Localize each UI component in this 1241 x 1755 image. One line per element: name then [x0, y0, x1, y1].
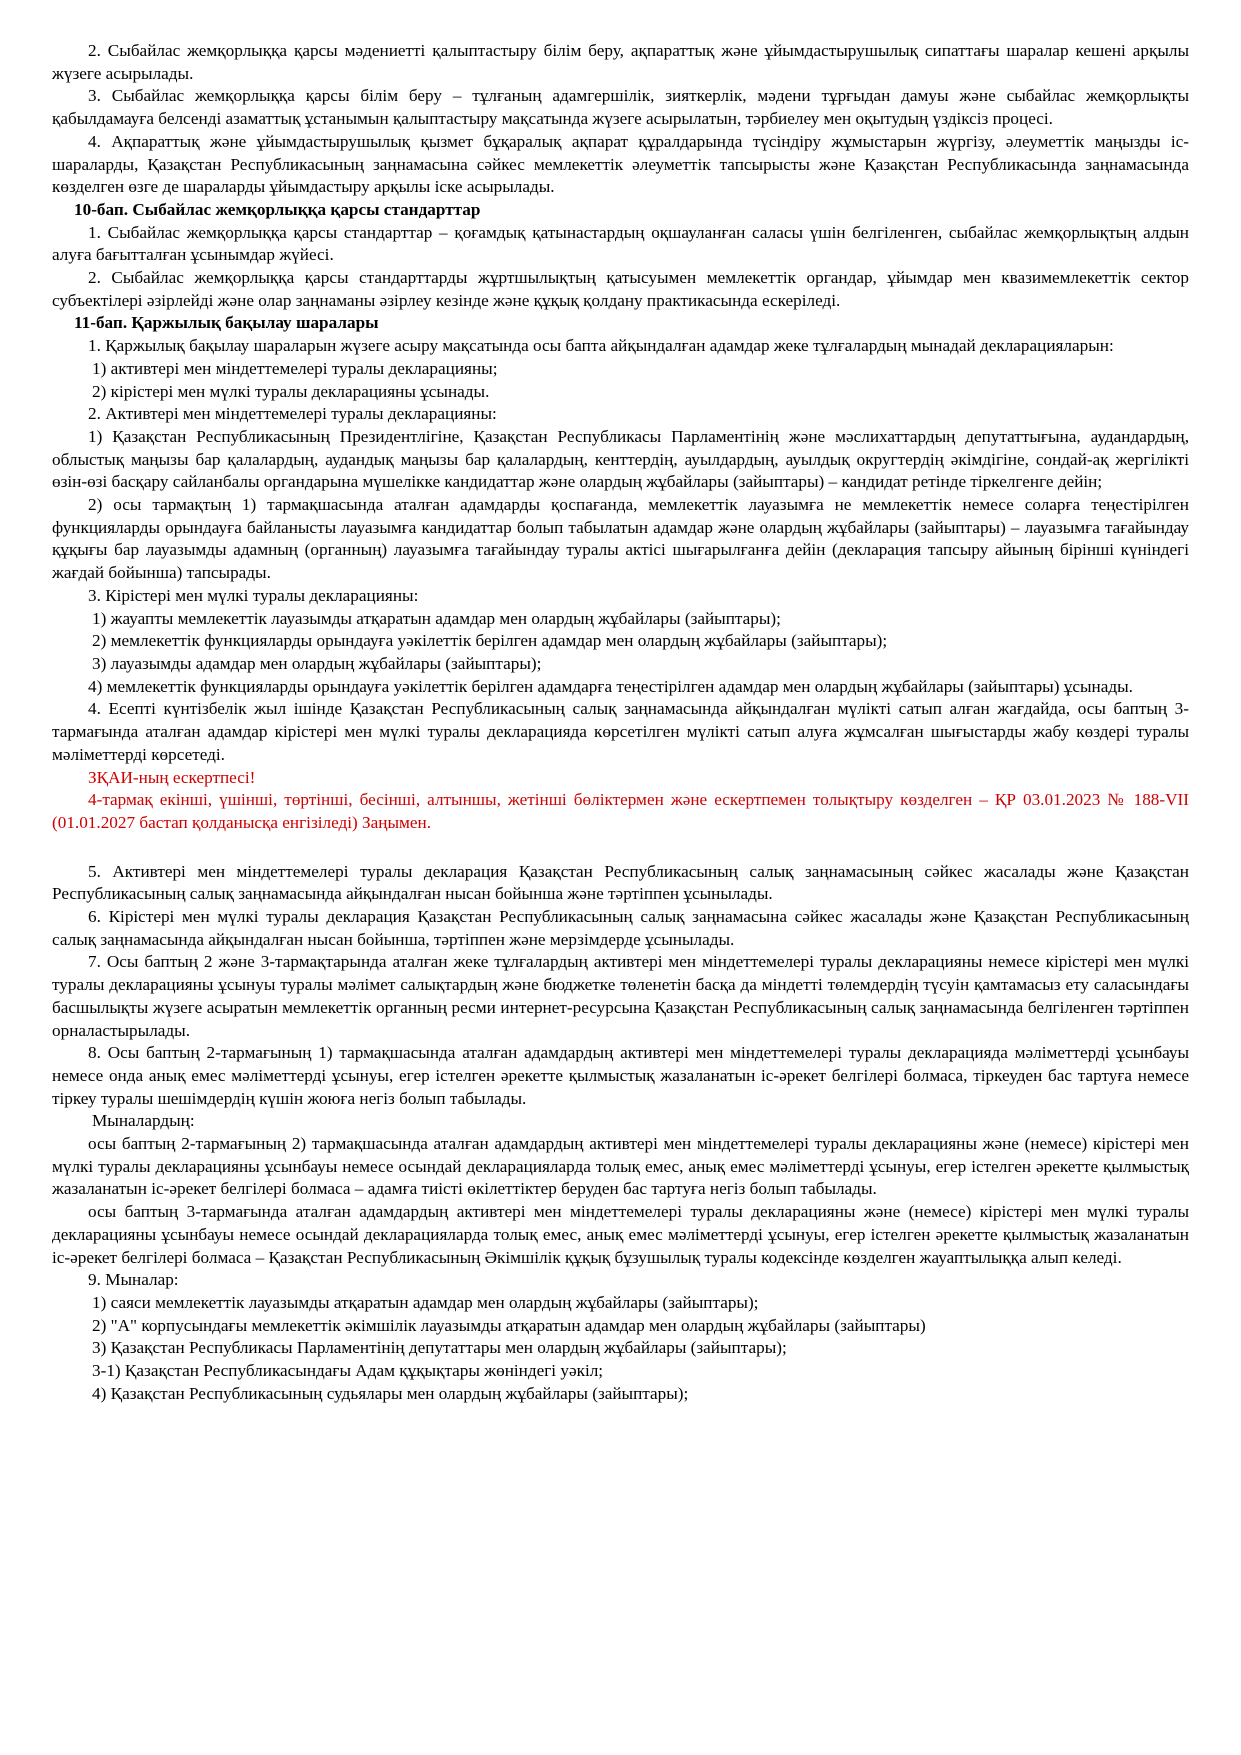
editorial-note-title: ЗҚАИ-ның ескертпесі!: [88, 767, 256, 787]
article-heading: 11-бап. Қаржылық бақылау шаралары: [74, 313, 379, 333]
document-paragraph: 4. Ақпараттық және ұйымдастырушылық қызмет бұқаралық ақпарат құралдарында түсіндіру жұмыстарын жүргізу, әлеуметтік маңызды іс-шараларды, Қазақстан Республикасының заңнамасына сәйкес мемлекеттік әлеуметтік тапсырысты және Қазақстан Республикасында заңнамасында көзделген өзге де шараларды ұйымдастыру арқылы іске асырылады.: [52, 131, 1189, 197]
document-paragraph: 1) Қазақстан Республикасының Президентлігіне, Қазақстан Республикасы Парламентінің және мәслихаттардың депутаттығына, аудандардың, облыстық маңызы бар қалалардың, аудандық маңызы бар қалалардың, кенттердің, ауылдардың, ауылдық округтердің әкімдігіне, сондай-ақ жергілікті өзін-өзі басқару сайланбалы органдарына мүшелікке кандидаттар және олардың жұбайлары (зайыптары) – кандидат ретінде тіркелгенге дейін;: [52, 426, 1189, 492]
document-paragraph: Мыналардың:: [92, 1111, 195, 1131]
document-paragraph: 1. Қаржылық бақылау шараларын жүзеге асыру мақсатында осы бапта айқындалған адамдар жеке тұлғалардың мынадай декларацияларын:: [88, 336, 1114, 356]
document-paragraph: 2. Сыбайлас жемқорлыққа қарсы стандарттарды жұртшылықтың қатысуымен мемлекеттік органдар, ұйымдар мен квазимемлекеттік сектор субъектілері әзірлейді және олар заңнаманы әзірлеу кезінде және құқық қолдану практикасында ескеріледі.: [52, 268, 1189, 310]
document-list-item: 2) мемлекеттік функцияларды орындауға уәкілеттік берілген адамдар мен олардың жұбайлары (зайыптары);: [92, 631, 888, 651]
document-list-item: 1) активтері мен міндеттемелері туралы декларацияны;: [92, 358, 498, 378]
document-paragraph: 7. Осы баптың 2 және 3-тармақтарында аталған жеке тұлғалардың активтері мен міндеттемелері туралы декларацияны немесе кірістері мен мүлкі туралы декларацияны ұсынуы туралы мәлімет салықтардың және бюджетке төленетін басқа да міндетті төлемдердің түсуін қамтамасыз ету саласындағы басшылықты жүзеге асыратын мемлекеттік органның ресми интернет-ресурсына Қазақстан Республикасының салық заңнамасында белгіленген тәртіппен орналастырылады.: [52, 952, 1189, 1040]
document-list-item: 3) Қазақстан Республикасы Парламентінің депутаттары мен олардың жұбайлары (зайыптары);: [92, 1338, 787, 1358]
document-list-item: 3-1) Қазақстан Республикасындағы Адам құқықтары жөніндегі уәкіл;: [92, 1361, 604, 1381]
document-paragraph: осы баптың 3-тармағында аталған адамдардың активтері мен міндеттемелері туралы декларацияны және (немесе) кірістері мен мүлкі туралы декларацияны ұсынбауы немесе осындай декларацияларда толық емес, анық емес мәліметтерді ұсынуы, егер істелген әрекетте қылмыстық жазаланатын іс-әрекет белгілері болмаса – Қазақстан Республикасының Әкімшілік құқық бұзушылық туралы кодексінде көзделген жауаптылыққа алып келеді.: [52, 1202, 1189, 1267]
document-paragraph: 9. Мыналар:: [88, 1270, 179, 1290]
document-body: [52, 40, 1189, 1405]
document-paragraph: 4) мемлекеттік функцияларды орындауға уәкілеттік берілген адамдарға теңестірілген адамдар мен олардың жұбайлары (зайыптары) ұсынады.: [88, 676, 1133, 696]
document-paragraph: 1. Сыбайлас жемқорлыққа қарсы стандарттар – қоғамдық қатынастардың оқшауланған саласы үшін белгіленген, сыбайлас жемқорлықтың алдын алуға бағытталған ұсынымдар жүйесі.: [52, 222, 1189, 265]
document-paragraph: 6. Кірістері мен мүлкі туралы декларация Қазақстан Республикасының салық заңнамасына сәйкес жасалады және Қазақстан Республикасының салық заңнамасында айқындалған нысан бойынша, тәртіппен және мерзімдерде ұсынылады.: [52, 907, 1189, 949]
document-paragraph: осы баптың 2-тармағының 2) тармақшасында аталған адамдардың активтері мен міндеттемелері туралы декларацияны және (немесе) кірістері мен мүлкі туралы декларацияны ұсынбауы немесе осындай декларацияларда толық емес, анық емес мәліметтерді ұсынуы, егер істелген әрекетте қылмыстық жазаланатын іс-әрекет белгілері болмаса – адамға тиісті өкілеттіктер беруден бас тартуға негіз болып табылады.: [52, 1134, 1189, 1199]
document-paragraph: 8. Осы баптың 2-тармағының 1) тармақшасында аталған адамдардың активтері мен міндеттемелері туралы декларацияда мәліметтерді ұсынбауы немесе онда анық емес мәліметтерді ұсынуы, егер істелген әрекетте қылмыстық жазаланатын іс-әрекет белгілері болмаса, тіркеуден бас тартуға немесе тіркеу туралы шешімдердің күшін жоюға негіз болып табылады.: [52, 1043, 1189, 1108]
document-paragraph: 2. Сыбайлас жемқорлыққа қарсы мәдениетті қалыптастыру білім беру, ақпараттық және ұйымдастырушылық сипаттағы шаралар кешені арқылы жүзеге асырылады.: [52, 41, 1189, 83]
article-heading: 10-бап. Сыбайлас жемқорлыққа қарсы стандарттар: [74, 199, 481, 219]
document-paragraph: 2. Активтері мен міндеттемелері туралы декларацияны:: [88, 404, 497, 424]
document-list-item: 1) саяси мемлекеттік лауазымды атқаратын адамдар мен олардың жұбайлары (зайыптары);: [92, 1292, 759, 1312]
editorial-note-text: 4-тармақ екінші, үшінші, төртінші, бесінші, алтыншы, жетінші бөліктермен және ескертпемен толықтыру көзделген – ҚР 03.01.2023 № 188-VII (01.01.2027 бастап қолданысқа енгізіледі) Заңымен.: [52, 790, 1189, 832]
document-list-item: 4) Қазақстан Республикасының судьялары мен олардың жұбайлары (зайыптары);: [92, 1383, 689, 1403]
document-paragraph: 2) осы тармақтың 1) тармақшасында аталған адамдарды қоспағанда, мемлекеттік лауазымға не мемлекеттік немесе соларға теңестірілген функцияларды орындауға байланысты лауазымға кандидаттар болып табылатын адамдар және олардың жұбайлары (зайыптары) – лауазымға тағайындау құқығы бар лауазымды адамның (органның) лауазымға тағайындау туралы актісі шығарылғанға дейін (декларация тапсыру айының бірінші күніндегі жағдай бойынша) тапсырады.: [52, 495, 1189, 583]
document-paragraph: 5. Активтері мен міндеттемелері туралы декларация Қазақстан Республикасының салық заңнамасының сәйкес жасалады және Қазақстан Республикасының салық заңнамасында айқындалған нысан бойынша және тәртіппен ұсынылады.: [52, 861, 1189, 904]
document-list-item: 3) лауазымды адамдар мен олардың жұбайлары (зайыптары);: [92, 653, 542, 673]
document-list-item: 2) кірістері мен мүлкі туралы декларацияны ұсынады.: [92, 381, 490, 401]
document-list-item: 2) "А" корпусындағы мемлекеттік әкімшілік лауазымды атқаратын адамдар мен олардың жұбайлары (зайыптары): [92, 1315, 926, 1335]
document-paragraph: 4. Есепті күнтізбелік жыл ішінде Қазақстан Республикасының салық заңнамасында айқындалған мүлікті сатып алған жағдайда, осы баптың 3-тармағында аталған адамдар кірістері мен мүлкі туралы декларацияда көрсетілген мүлікті сатып алуға жұмсалған шығыстарды жабу көздері туралы мәліметтерді көрсетеді.: [52, 699, 1189, 764]
document-list-item: 1) жауапты мемлекеттік лауазымды атқаратын адамдар мен олардың жұбайлары (зайыптары);: [92, 608, 781, 628]
document-paragraph: 3. Кірістері мен мүлкі туралы декларацияны:: [88, 585, 419, 605]
paragraph-spacer: [52, 835, 1189, 861]
document-paragraph: 3. Сыбайлас жемқорлыққа қарсы білім беру – тұлғаның адамгершілік, зияткерлік, мәдени тұрғыдан дамуы және сыбайлас жемқорлықты қабылдамауға белсенді азаматтық ұстанымын қалыптастыру мақсатында жүзеге асырылатын, тәрбиелеу мен оқытудың үздіксіз процесі.: [52, 86, 1189, 129]
